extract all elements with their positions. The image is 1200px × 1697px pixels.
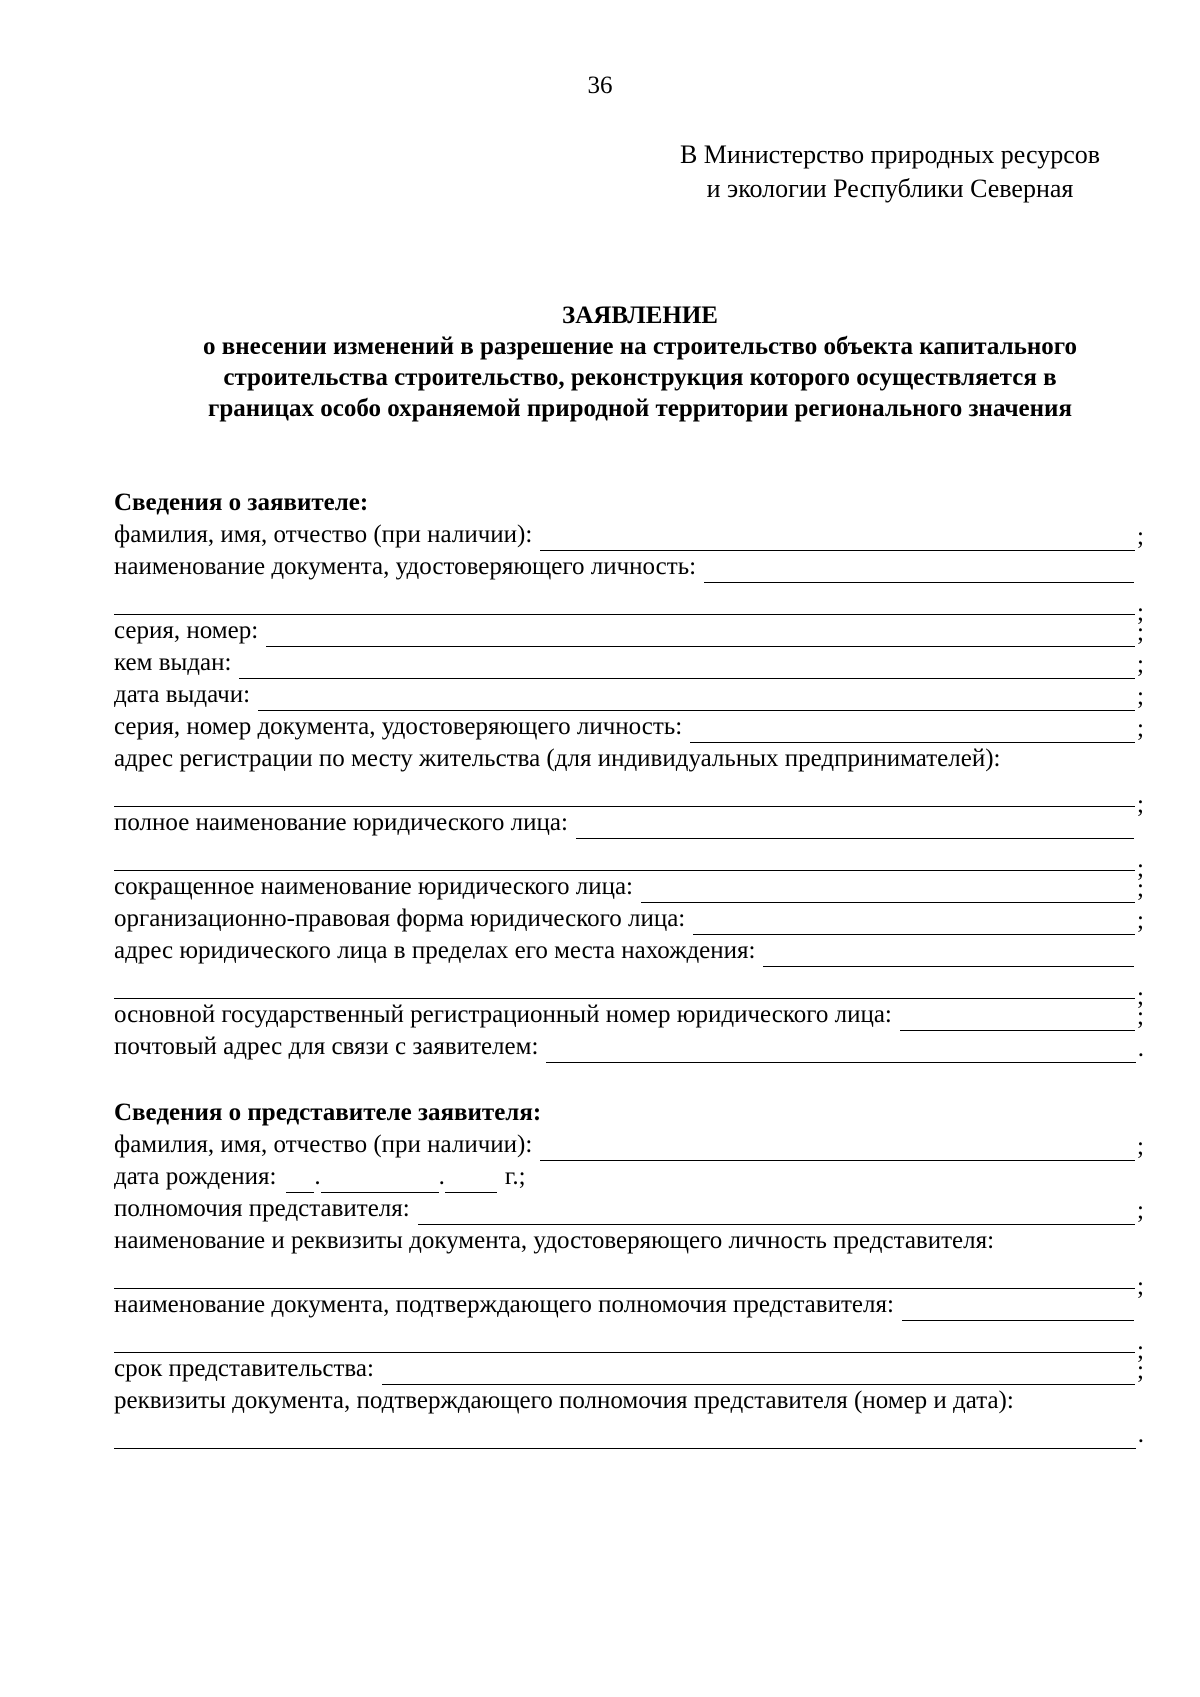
field-label: адрес юридического лица в пределах его места нахождения: [114, 937, 756, 964]
applicant-registration-continuation [114, 775, 1144, 818]
representative-section-heading: Сведения о представителе заявителя: [114, 1099, 542, 1126]
field-terminator: ; [1137, 651, 1144, 678]
rep-fio-row [114, 1129, 1144, 1161]
addressee-line: В Министерство природных ресурсов [679, 140, 1101, 169]
field-label: дата выдачи: [114, 681, 251, 708]
applicant-issue-date-row [114, 679, 1144, 711]
rep-powers-row [114, 1193, 1144, 1225]
field-label: полное наименование юридического лица: [114, 809, 568, 836]
field-label: кем выдан: [114, 649, 232, 676]
rep-term-row [114, 1353, 1144, 1385]
legal-full-name-continuation [114, 839, 1144, 882]
legal-short-name-row [114, 871, 1144, 903]
addressee [640, 138, 1140, 206]
birth-day-field[interactable] [286, 1170, 314, 1193]
field-terminator: ; [1137, 715, 1144, 742]
legal-address-field-cont[interactable] [114, 976, 1135, 999]
rep-authority-doc-continuation [114, 1321, 1144, 1364]
rep-authority-doc-row [114, 1289, 1144, 1321]
applicant-id-doc-field-cont[interactable] [114, 592, 1135, 615]
birth-year-field[interactable] [445, 1170, 497, 1193]
postal-address-row [114, 1031, 1144, 1063]
field-terminator: ; [1137, 1133, 1144, 1160]
applicant-issue-date-field[interactable] [258, 688, 1135, 711]
applicant-fio-field[interactable] [540, 528, 1135, 551]
legal-full-name-field-cont[interactable] [114, 848, 1135, 871]
rep-authority-details-row [114, 1385, 1144, 1417]
page-number: 36 [587, 72, 613, 99]
field-label: серия, номер: [114, 617, 259, 644]
applicant-registration-field[interactable] [114, 784, 1135, 807]
field-terminator: ; [1137, 619, 1144, 646]
field-terminator: ; [1137, 1197, 1144, 1224]
rep-authority-details-continuation [114, 1417, 1144, 1449]
field-terminator: ; [1137, 523, 1144, 550]
field-label: фамилия, имя, отчество (при наличии): [114, 1131, 533, 1158]
field-label: наименование документа, удостоверяющего личность: [114, 553, 697, 580]
legal-short-name-field[interactable] [641, 880, 1135, 903]
field-terminator: ; [1137, 683, 1144, 710]
legal-address-continuation [114, 967, 1144, 1010]
application-form [114, 487, 1144, 1449]
legal-full-name-row [114, 807, 1144, 839]
date-separator: . [314, 1163, 321, 1190]
rep-authority-details-field[interactable] [114, 1426, 1136, 1449]
rep-term-field[interactable] [382, 1362, 1135, 1385]
field-label: наименование и реквизиты документа, удостоверяющего личность представителя: [114, 1227, 995, 1254]
field-terminator: ; [1137, 983, 1144, 1010]
field-terminator: ; [1137, 599, 1144, 626]
ogrn-row [114, 999, 1144, 1031]
rep-id-doc-field[interactable] [114, 1266, 1135, 1289]
field-label: адрес регистрации по месту жительства (для индивидуальных предпринимателей): [114, 745, 1001, 772]
rep-id-doc-row [114, 1225, 1144, 1257]
applicant-id-series-row [114, 711, 1144, 743]
field-label: сокращенное наименование юридического лица: [114, 873, 633, 900]
date-separator: . [438, 1163, 445, 1190]
legal-address-row [114, 935, 1144, 967]
applicant-series-row [114, 615, 1144, 647]
addressee-line: и экологии Республики Северная [706, 174, 1074, 203]
field-label: организационно-правовая форма юридического лица: [114, 905, 686, 932]
field-terminator: ; [1137, 1337, 1144, 1364]
rep-authority-doc-field-cont[interactable] [114, 1330, 1135, 1353]
rep-id-doc-continuation [114, 1257, 1144, 1300]
year-suffix: г.; [504, 1163, 526, 1190]
title-line: границах особо охраняемой природной территории регионального значения [208, 395, 1072, 422]
field-label: почтовый адрес для связи с заявителем: [114, 1033, 539, 1060]
title-heading: ЗАЯВЛЕНИЕ [562, 302, 718, 329]
field-label: наименование документа, подтверждающего полномочия представителя: [114, 1291, 894, 1318]
legal-form-row [114, 903, 1144, 935]
applicant-issued-by-row [114, 647, 1144, 679]
document-title [110, 300, 1170, 424]
applicant-id-doc-field[interactable] [704, 560, 1134, 583]
legal-form-field[interactable] [693, 912, 1135, 935]
rep-fio-field[interactable] [540, 1138, 1135, 1161]
field-terminator: ; [1137, 1357, 1144, 1384]
postal-address-field[interactable] [546, 1040, 1135, 1063]
field-label: срок представительства: [114, 1355, 374, 1382]
legal-full-name-field[interactable] [576, 816, 1134, 839]
field-terminator: ; [1137, 875, 1144, 902]
field-label: основной государственный регистрационный номер юридического лица: [114, 1001, 892, 1028]
field-terminator: . [1137, 1421, 1144, 1448]
field-label: дата рождения: [114, 1163, 277, 1190]
applicant-id-series-field[interactable] [690, 720, 1135, 743]
applicant-section-heading: Сведения о заявителе: [114, 489, 369, 516]
field-label: полномочия представителя: [114, 1195, 410, 1222]
title-line: о внесении изменений в разрешение на строительство объекта капитального [203, 333, 1077, 360]
applicant-fio-row [114, 519, 1144, 551]
rep-authority-doc-field[interactable] [902, 1298, 1134, 1321]
rep-birth-date-row [114, 1161, 1144, 1193]
field-terminator: . [1137, 1035, 1144, 1062]
legal-address-field[interactable] [763, 944, 1134, 967]
field-terminator: ; [1137, 791, 1144, 818]
applicant-issued-by-field[interactable] [239, 656, 1135, 679]
field-label: реквизиты документа, подтверждающего полномочия представителя (номер и дата): [114, 1387, 1014, 1414]
applicant-id-doc-continuation [114, 583, 1144, 626]
field-terminator: ; [1137, 855, 1144, 882]
field-terminator: ; [1137, 1003, 1144, 1030]
birth-month-field[interactable] [321, 1170, 439, 1193]
title-line: строительства строительство, реконструкция которого осуществляется в [223, 364, 1057, 391]
field-terminator: ; [1137, 907, 1144, 934]
rep-powers-field[interactable] [418, 1202, 1135, 1225]
ogrn-field[interactable] [900, 1008, 1135, 1031]
applicant-registration-row [114, 743, 1144, 775]
field-terminator: ; [1137, 1273, 1144, 1300]
applicant-series-field[interactable] [266, 624, 1135, 647]
applicant-id-doc-row [114, 551, 1144, 583]
field-label: фамилия, имя, отчество (при наличии): [114, 521, 533, 548]
field-label: серия, номер документа, удостоверяющего личность: [114, 713, 683, 740]
